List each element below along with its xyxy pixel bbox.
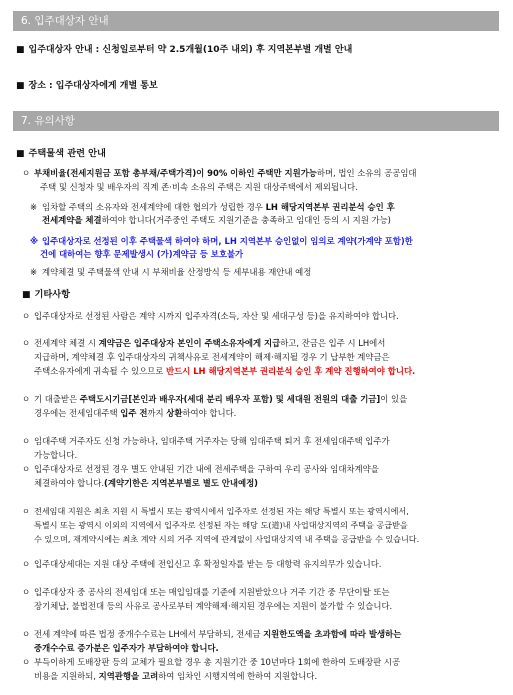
para-fund-2 — [34, 407, 236, 419]
para-deadline-2 — [34, 477, 258, 489]
deposit3-red: 반드시 LH 해당지역본부 권리분석 승인 후 계약 진행하여야 합니다. — [166, 366, 416, 376]
para-region-2: 특별시 또는 광역시 이외의 지역에서 입주자로 선정된 자는 해당 도(道)내 사업대상지역의 주택을 공급받을 — [34, 520, 408, 530]
para-debt-ratio-2: 주택 및 신청자 및 배우자의 직계 존·비속 소유의 주택은 지원 대상주택에서 제외됩니다. — [40, 182, 358, 192]
debt-ratio-bold: 부채비율(전세지원금 포함 총부채/주택가격)이 90% 이하인 주택만 지원가능 — [34, 168, 317, 178]
deadline-text: 입주대상자로 선정된 경우 별도 안내된 기간 내에 전세주택을 구하여 우리 공사와 임대차계약을 — [34, 464, 379, 474]
para-region-1 — [22, 505, 409, 517]
para-move-in — [22, 558, 381, 570]
square-bullet-icon: ■ — [16, 149, 25, 159]
para-commission-1 — [22, 628, 401, 640]
note-mark-icon: ※ — [30, 202, 38, 212]
note-reguidance — [30, 266, 311, 278]
region-text: 전세임대 지원은 최초 지원 시 특별시 또는 광역시에서 입주자로 선정된 자는 해당 특별시 또는 광역시에서, — [34, 506, 409, 516]
fund2-bold2: 상환 — [166, 408, 183, 418]
note-warning-1 — [30, 235, 413, 247]
para-termination-2: 장기체납, 불법전대 등의 사유로 공사로부터 계약해제·해지된 경우에는 지원이 불가할 수 있습니다. — [34, 601, 393, 611]
note-contract-bold: LH 해당지역본부 권리분석 승인 후 — [265, 202, 395, 212]
circle-bullet-icon: ㅇ — [22, 629, 31, 639]
commission2-bold: 중개수수료 증가분은 입주자가 부담하여야 합니다. — [34, 643, 219, 653]
subhead-other-text: 기타사항 — [34, 289, 71, 300]
fund2-mid: 까지 — [147, 408, 167, 418]
wallpaper-text: 부득이하게 도배장판 등의 교체가 필요할 경우 총 지원기간 중 10년마다 1회에 한하여 도배장판 시공 — [34, 657, 401, 667]
para-debt-ratio-1 — [22, 167, 417, 179]
move-in-text: 입주대상세대는 지원 대상 주택에 전입신고 후 확정일자를 받는 등 대항력 유지의무가 있습니다. — [34, 559, 382, 569]
para-deposit-2: 지급하며, 계약체결 후 입주대상자의 귀책사유로 전세계약이 해제·해지될 경우 기 납부한 계약금은 — [34, 352, 390, 362]
bullet-location — [16, 80, 158, 92]
section-6-header: 6. 입주대상자 안내 — [13, 11, 499, 31]
announcement-text: 입주대상자 안내 : 신청일로부터 약 2.5개월(10주 내외) 후 지역본부별 개별 안내 — [28, 45, 353, 55]
fund-rest: 이 있을 — [380, 394, 408, 404]
fund2-rest: 하여야 합니다. — [182, 408, 237, 418]
termination-text: 입주대상자 중 공사의 전세임대 또는 매입임대를 기준에 지원받았으나 거주 기간 중 무단이탈 또는 — [34, 587, 390, 597]
circle-bullet-icon: ㅇ — [22, 338, 31, 348]
para-rental-1 — [22, 435, 390, 447]
section-7-header: 7. 유의사항 — [13, 111, 499, 131]
square-bullet-icon: ■ — [16, 45, 25, 55]
para-wallpaper-1 — [22, 656, 400, 668]
debt-ratio-rest: 하며, 법인 소유의 공공임대 — [316, 168, 417, 178]
wallpaper2-pre: 비용을 지원하되, — [34, 671, 99, 681]
note-contract2-bold: 전세계약을 체결 — [42, 215, 102, 225]
para-eligibility — [22, 310, 399, 322]
deadline2-pre: 체결하여야 합니다. — [34, 478, 105, 488]
note-contract-2 — [42, 214, 391, 226]
square-bullet-icon: ■ — [16, 81, 25, 91]
wallpaper2-rest: 하여 임차인 시행지역에 한하여 지원합니다. — [158, 671, 318, 681]
circle-bullet-icon: ㅇ — [22, 168, 31, 178]
circle-bullet-icon: ㅇ — [22, 506, 30, 516]
para-commission-2 — [34, 642, 219, 654]
deposit-bold: 계약금은 입주대상자 본인이 주택소유자에게 지급 — [98, 338, 281, 348]
deposit3-pre: 주택소유자에게 귀속될 수 있으므로 — [34, 366, 167, 376]
subhead-housing-text: 주택물색 관련 안내 — [28, 148, 106, 159]
circle-bullet-icon: ㅇ — [22, 394, 31, 404]
note-mark-icon: ※ — [30, 267, 38, 277]
note-mark-icon: ※ — [30, 236, 39, 246]
circle-bullet-icon: ㅇ — [22, 657, 31, 667]
bullet-announcement — [16, 44, 352, 56]
para-wallpaper-2 — [34, 670, 317, 682]
subhead-other — [22, 289, 70, 301]
circle-bullet-icon: ㅇ — [22, 559, 31, 569]
para-fund-1 — [22, 393, 407, 405]
deposit-pre: 전세계약 체결 시 — [34, 338, 99, 348]
wallpaper2-bold: 지역관행을 고려 — [98, 671, 159, 681]
subhead-housing — [16, 148, 106, 160]
fund-bold: 주택도시기금[본인과 배우자(세대 분리 배우자 포함) 및 세대원 전원의 대출 기금] — [79, 394, 381, 404]
circle-bullet-icon: ㅇ — [22, 311, 31, 321]
deposit-rest: 하고, 잔금은 입주 시 LH에서 — [280, 338, 386, 348]
fund2-bold1: 입주 전 — [120, 408, 148, 418]
para-termination-1 — [22, 586, 390, 598]
fund2-pre: 경우에는 전세임대주택 — [34, 408, 121, 418]
note-warning-2: 건에 대하여는 향후 문제발생시 (가)계약금 등 보호불가 — [40, 249, 244, 259]
square-bullet-icon: ■ — [22, 290, 31, 300]
commission-pre: 전세 계약에 따른 법정 중개수수료는 LH에서 부담하되, 전세금 — [34, 629, 264, 639]
note-reguidance-text: 계약체결 및 주택물색 안내 시 부채비율 산정방식 등 세부내용 재안내 예정 — [42, 267, 312, 277]
para-deposit-1 — [22, 337, 385, 349]
fund-pre: 기 대출받은 — [34, 394, 80, 404]
para-eligibility-text: 입주대상자로 선정된 사람은 계약 시까지 입주자격(소득, 자산 및 세대구성 등)을 유지하여야 합니다. — [34, 311, 399, 321]
circle-bullet-icon: ㅇ — [22, 436, 31, 446]
note-contract-text: 임차할 주택의 소유자와 전세계약에 대한 협의가 성립한 경우 — [42, 202, 266, 212]
circle-bullet-icon: ㅇ — [22, 587, 31, 597]
note-warning-text: 입주대상자로 선정된 이후 주택물색 하여야 하며, LH 지역본부 승인없이 임의로 계약(가계약 포함)한 — [42, 236, 413, 246]
para-region-3: 수 있으며, 재계약시에는 최초 계약 시의 거주 지역에 관계없이 사업대상지역 내 주택을 공급받을 수 있습니다. — [34, 534, 420, 544]
location-text: 장소 : 입주대상자에게 개별 통보 — [28, 81, 158, 91]
para-rental-2: 가능합니다. — [34, 450, 78, 460]
commission-bold: 지원한도액을 초과함에 따라 발생하는 — [263, 629, 402, 639]
note-contract-1 — [30, 201, 395, 213]
note-contract2-text: 하여야 합니다(거주중인 주택도 지원기준을 충족하고 임대인 등의 시 지원 가능) — [101, 215, 391, 225]
circle-bullet-icon: ㅇ — [22, 464, 31, 474]
para-deadline-1 — [22, 463, 379, 475]
para-deposit-3 — [34, 365, 415, 377]
deadline2-bold: (계약기한은 지역본부별로 별도 안내예정) — [104, 478, 258, 488]
rental-text: 임대주택 거주자도 신청 가능하나, 임대주택 거주자는 당해 임대주택 퇴거 후 전세임대주택 입주가 — [34, 436, 390, 446]
